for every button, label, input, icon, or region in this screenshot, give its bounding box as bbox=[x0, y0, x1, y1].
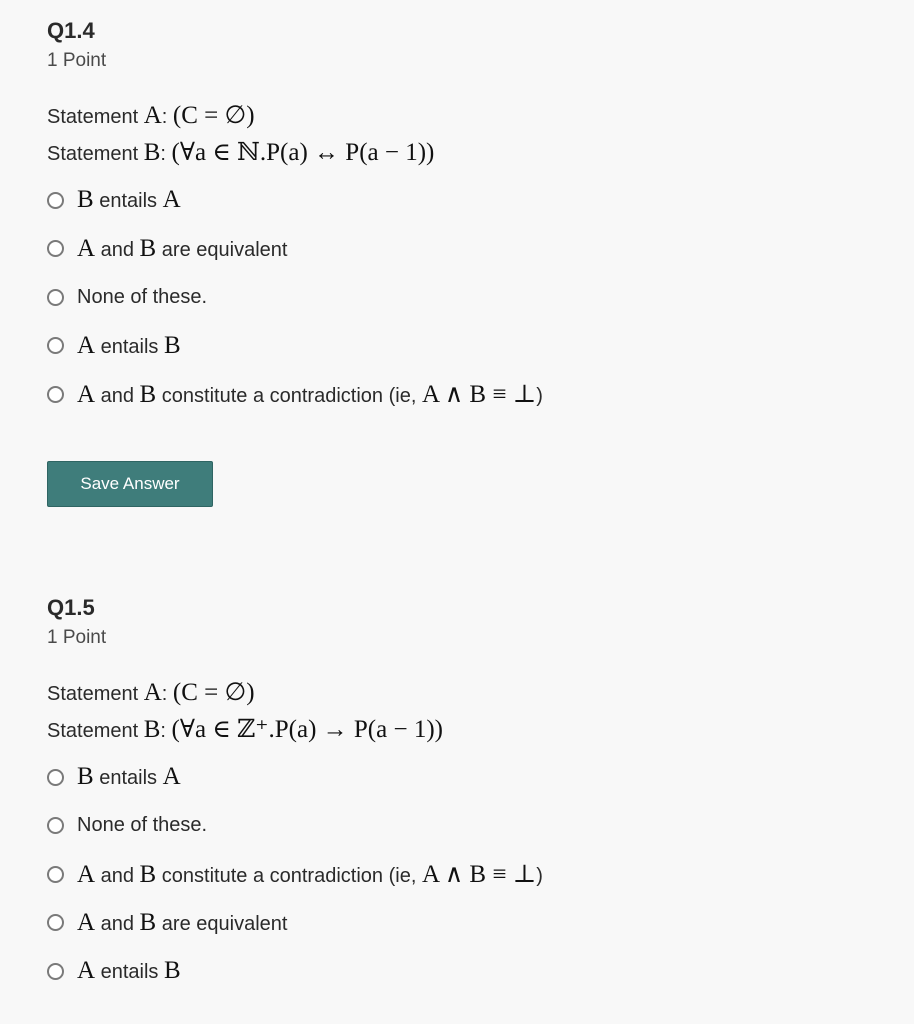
option-label: A and B are equivalent bbox=[77, 234, 288, 262]
option-label: B entails A bbox=[77, 763, 181, 791]
statement-b: Statement B: (∀a ∈ ℤ⁺.P(a) → P(a − 1)) bbox=[47, 716, 443, 744]
option-label: A and B constitute a contradiction (ie, A ∧ B ≡ ⊥) bbox=[77, 861, 543, 889]
radio-button[interactable] bbox=[47, 289, 64, 306]
answer-option-equivalent[interactable] bbox=[47, 899, 894, 948]
radio-button[interactable] bbox=[47, 866, 64, 883]
question-statements bbox=[47, 98, 894, 172]
statement-formula: (C = ∅) bbox=[172, 679, 255, 707]
statement-label: Statement bbox=[47, 106, 144, 129]
option-label: B entails A bbox=[77, 186, 181, 214]
statement-var: B bbox=[143, 716, 161, 744]
answer-option-a-entails-b[interactable] bbox=[47, 947, 894, 996]
statement-b: Statement B: (∀a ∈ ℕ.P(a) ↔ P(a − 1)) bbox=[47, 139, 435, 167]
option-label: A and B constitute a contradiction (ie, A ∧ B ≡ ⊥) bbox=[77, 381, 543, 409]
statement-formula: (∀a ∈ ℕ.P(a) ↔ P(a − 1)) bbox=[171, 139, 435, 167]
statement-a: Statement A: (C = ∅) bbox=[47, 102, 255, 130]
statement-var: A bbox=[143, 679, 162, 707]
radio-button[interactable] bbox=[47, 817, 64, 834]
answer-option-none[interactable] bbox=[47, 802, 894, 851]
statement-label: Statement bbox=[47, 683, 144, 706]
statement-var: B bbox=[143, 139, 161, 167]
answer-option-b-entails-a[interactable] bbox=[47, 176, 894, 225]
radio-button[interactable] bbox=[47, 240, 64, 257]
answer-options bbox=[47, 176, 894, 419]
answer-option-a-entails-b[interactable] bbox=[47, 322, 894, 371]
save-answer-button[interactable]: Save Answer bbox=[47, 461, 213, 507]
question-title: Q1.4 bbox=[47, 18, 95, 43]
radio-button[interactable] bbox=[47, 386, 64, 403]
statement-label: Statement bbox=[47, 720, 144, 743]
radio-button[interactable] bbox=[47, 769, 64, 786]
question-statements bbox=[47, 675, 894, 749]
question-points: 1 Point bbox=[47, 50, 107, 72]
option-label: A entails B bbox=[77, 957, 181, 985]
answer-option-none[interactable] bbox=[47, 273, 894, 322]
question-title: Q1.5 bbox=[47, 595, 95, 620]
option-label: None of these. bbox=[77, 814, 208, 837]
answer-option-equivalent[interactable] bbox=[47, 225, 894, 274]
answer-option-contradiction[interactable] bbox=[47, 370, 894, 419]
answer-option-contradiction[interactable] bbox=[47, 850, 894, 899]
statement-var: A bbox=[143, 102, 162, 130]
radio-button[interactable] bbox=[47, 192, 64, 209]
option-label: None of these. bbox=[77, 285, 208, 308]
option-label: A entails B bbox=[77, 331, 181, 359]
radio-button[interactable] bbox=[47, 337, 64, 354]
statement-formula: (C = ∅) bbox=[172, 102, 255, 130]
statement-label: Statement bbox=[47, 143, 144, 166]
option-label: A and B are equivalent bbox=[77, 908, 288, 936]
statement-a: Statement A: (C = ∅) bbox=[47, 679, 255, 707]
radio-button[interactable] bbox=[47, 914, 64, 931]
question-1-4 bbox=[47, 18, 894, 419]
answer-options bbox=[47, 753, 894, 996]
answer-option-b-entails-a[interactable] bbox=[47, 753, 894, 802]
radio-button[interactable] bbox=[47, 963, 64, 980]
question-points: 1 Point bbox=[47, 627, 107, 649]
statement-formula: (∀a ∈ ℤ⁺.P(a) → P(a − 1)) bbox=[171, 716, 443, 744]
question-1-5 bbox=[47, 595, 894, 996]
